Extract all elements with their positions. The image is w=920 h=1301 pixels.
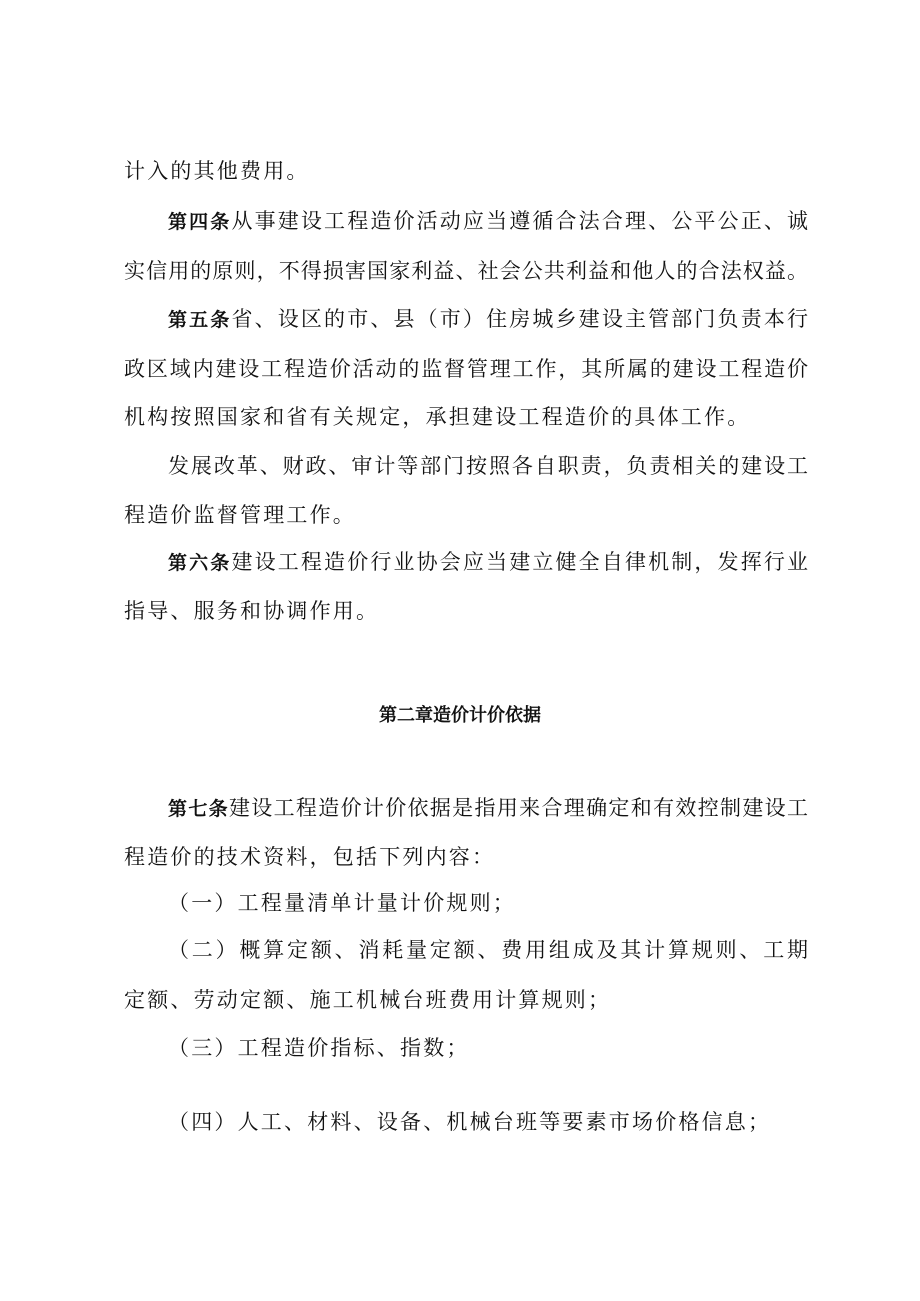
article-6-line-1	[168, 547, 808, 578]
article-7-item-4: （四）人工、材料、设备、机械台班等要素市场价格信息；	[168, 1110, 772, 1134]
article-4-line-1	[168, 206, 808, 237]
chapter-title: 第二章造价计价依据	[379, 705, 541, 726]
article-5-label: 第五条	[168, 309, 232, 331]
article-7-item-2-line-2: 定额、劳动定额、施工机械台班费用计算规则；	[124, 988, 612, 1012]
article-7-text-1a: 建设工程造价计价依据是指用来合理确定和有效	[228, 796, 698, 820]
article-5-para-2-line-1: 发展改革、财政、审计等部门按照各自职责，负责相关的建设工	[168, 454, 808, 478]
article-6-label: 第六条	[168, 552, 232, 574]
article-7-text-1b: 控制建设工	[697, 796, 809, 820]
article-6-text-1: 建设工程造价行业协会应当建立健全自律机制，发挥行业	[231, 550, 808, 574]
article-5-line-1	[168, 304, 808, 335]
article-5-text-1: 省、设区的市、县（市）住房城乡建设主管部门负责本行	[231, 307, 808, 331]
article-7-item-3: （三）工程造价指标、指数；	[168, 1036, 470, 1060]
article-4-text-1: 从事建设工程造价活动应当遵循合法合理、公平公正、诚	[231, 209, 808, 233]
article-5-line-3: 机构按照国家和省有关规定，承担建设工程造价的具体工作。	[124, 405, 751, 429]
article-5-line-2: 政区域内建设工程造价活动的监督管理工作，其所属的建设工程造价	[124, 357, 808, 381]
article-6-line-2: 指导、服务和协调作用。	[124, 599, 380, 623]
article-7-line-2: 程造价的技术资料，包括下列内容：	[124, 845, 496, 869]
paragraph-continued-line: 计入的其他费用。	[124, 159, 310, 183]
article-5-para-2-line-2: 程造价监督管理工作。	[124, 503, 356, 527]
article-4-line-2: 实信用的原则，不得损害国家利益、社会公共利益和他人的合法权益。	[124, 259, 808, 283]
article-7-label: 第七条	[168, 798, 229, 820]
article-7-item-2-line-1: （二）概算定额、消耗量定额、费用组成及其计算规则、工期	[168, 938, 808, 962]
article-7-line-1	[168, 793, 808, 824]
article-7-item-1: （一）工程量清单计量计价规则；	[168, 891, 516, 915]
article-4-label: 第四条	[168, 211, 232, 233]
